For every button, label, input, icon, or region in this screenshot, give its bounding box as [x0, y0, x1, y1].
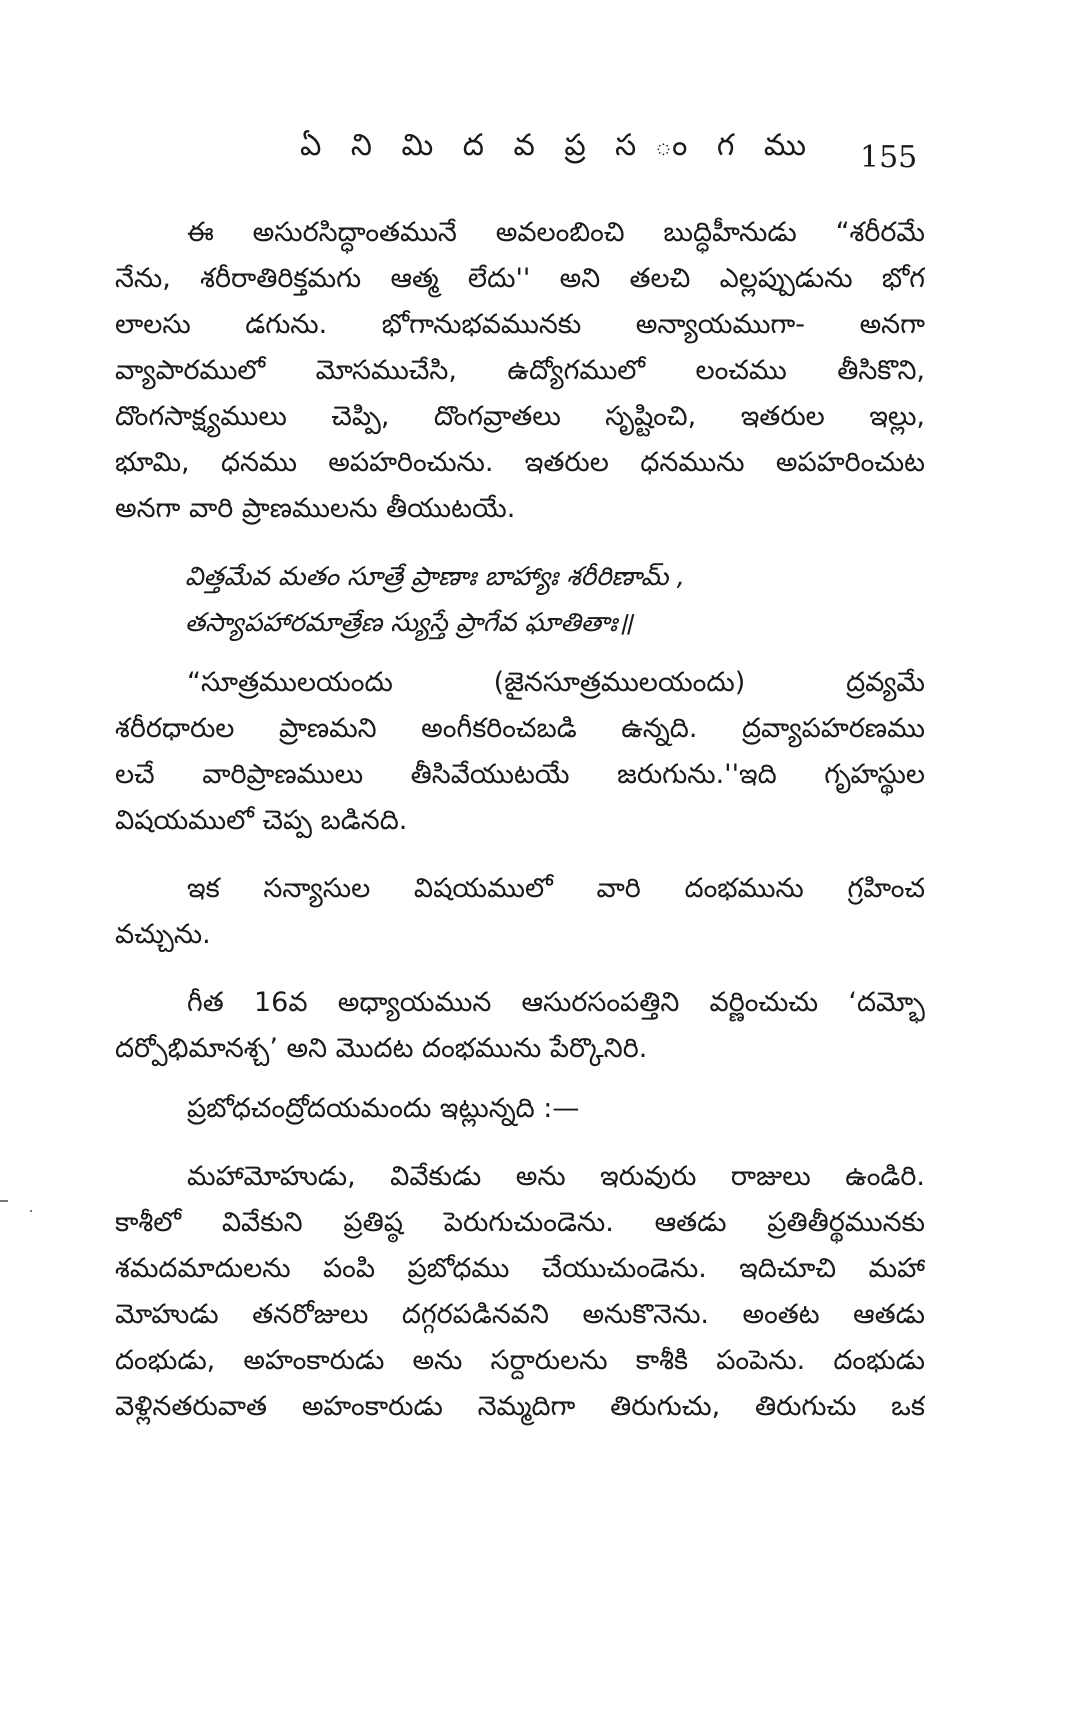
paragraph-line: ఇక సన్యాసుల విషయములో వారి దంభమును గ్రహించ — [187, 873, 925, 904]
paragraph-line: అనగా వారి ప్రాణములను తీయుటయే. — [115, 493, 516, 524]
paragraph-line: శరీరధారుల ప్రాణమని అంగీకరించబడి ఉన్నది. ద్రవ్యాపహరణము — [115, 713, 925, 744]
paragraph-line: దంభుడు, అహంకారుడు అను సర్దారులను కాశీకి పంపెను. దంభుడు — [115, 1345, 925, 1376]
paragraph-line: లచే వారిప్రాణములు తీసివేయుటయే జరుగును.''ఇది గృహస్థుల — [115, 759, 925, 790]
paragraph-line: లాలసు డగును. భోగానుభవమునకు అన్యాయముగా- అనగా — [115, 309, 925, 340]
verse-line: తస్యాపహారమాత్రేణ స్యుస్తే ప్రాగేవ ఘాతితాః॥ — [185, 608, 633, 638]
paragraph-line: దర్పోభిమానశ్చ’ అని మొదట దంభమును పేర్కొనిరి. — [115, 1033, 648, 1064]
paragraph-line: దొంగసాక్ష్యములు చెప్పి, దొంగవ్రాతలు సృష్టించి, ఇతరుల ఇల్లు, — [115, 401, 925, 432]
paragraph-line: ప్రబోధచంద్రోదయమందు ఇట్లున్నది :— — [187, 1093, 580, 1124]
paragraph-line: విషయములో చెప్ప బడినది. — [115, 805, 408, 836]
paragraph-line: గీత 16వ అధ్యాయమున ఆసురసంపత్తిని వర్ణించుచు ‘దమ్భో — [187, 987, 925, 1018]
scan-mark — [0, 1200, 8, 1202]
paragraph-line: ఈ అసురసిద్ధాంతమునే అవలంబించి బుద్ధిహీనుడు “శరీరమే — [187, 217, 925, 248]
running-header: ఏ ని మి ద వ ప్ర స ం గ ము — [300, 128, 816, 163]
page-number: 155 — [860, 140, 918, 175]
paragraph-line: వెళ్లినతరువాత అహంకారుడు నెమ్మదిగా తిరుగుచు, తిరుగుచు ఒక — [115, 1391, 925, 1422]
paragraph-line: వచ్చును. — [115, 919, 211, 950]
paragraph-line: భూమి, ధనము అపహరించును. ఇతరుల ధనమును అపహరించుట — [115, 447, 925, 478]
paragraph-line: శమదమాదులను పంపి ప్రబోధము చేయుచుండెను. ఇదిచూచి మహా — [115, 1253, 925, 1284]
scan-mark — [30, 1210, 32, 1212]
paragraph-line: వ్యాపారములో మోసముచేసి, ఉద్యోగములో లంచము తీసికొని, — [115, 355, 925, 386]
verse-line: విత్తమేవ మతం సూత్రే ప్రాణాః బాహ్యాః శరీరిణామ్ , — [185, 562, 685, 592]
paragraph-line: కాశీలో వివేకుని ప్రతిష్ఠ పెరుగుచుండెను. ఆతడు ప్రతితీర్థమునకు — [115, 1207, 925, 1238]
paragraph-line: నేను, శరీరాతిరిక్తమగు ఆత్మ లేదు'' అని తలచి ఎల్లప్పుడును భోగ — [115, 263, 925, 294]
paragraph-line: మోహుడు తనరోజులు దగ్గరపడినవని అనుకొనెను. అంతట ఆతడు — [115, 1299, 925, 1330]
paragraph-line: “సూత్రములయందు (జైనసూత్రములయందు) ద్రవ్యమే — [187, 667, 925, 698]
page-body — [115, 210, 925, 1430]
paragraph-line: మహామోహుడు, వివేకుడు అను ఇరువురు రాజులు ఉండిరి. — [187, 1161, 925, 1192]
